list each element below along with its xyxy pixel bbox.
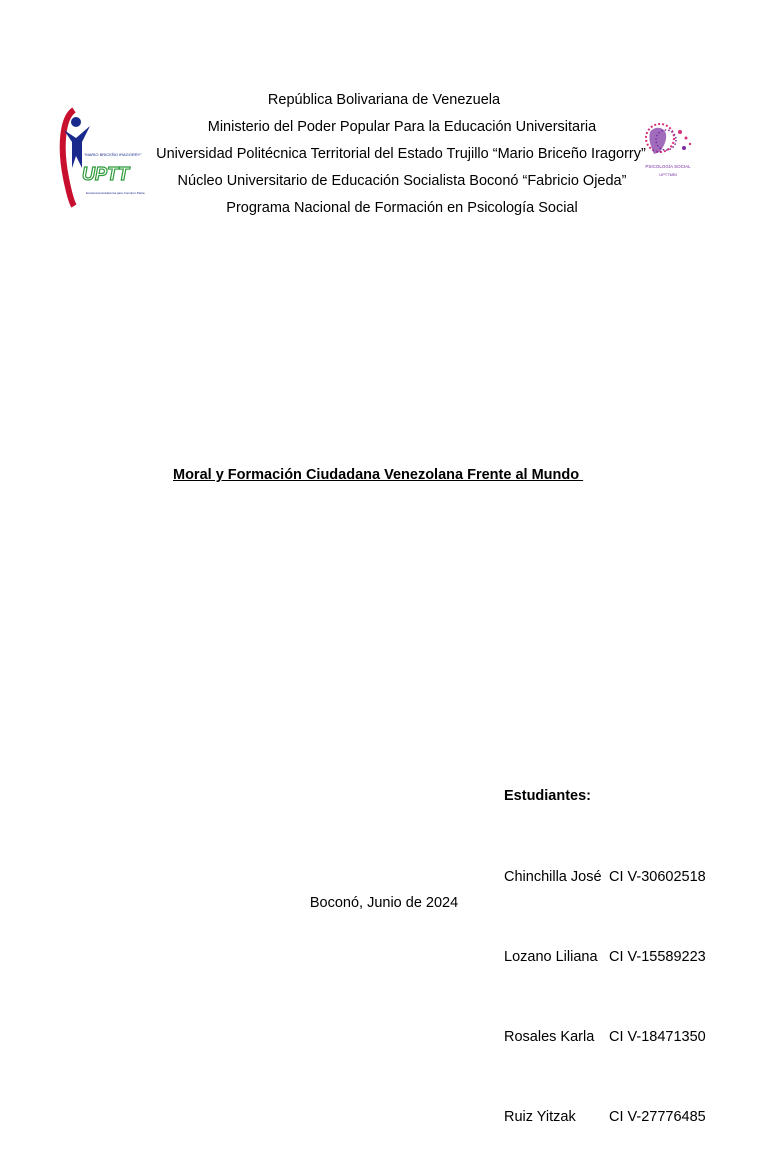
student-name: Rosales Karla <box>504 1028 595 1045</box>
header-nucleus: Núcleo Universitario de Educación Socialista Boconó “Fabricio Ojeda” <box>177 173 627 189</box>
logo-right-text: PSICOLOGÍA SOCIAL <box>645 164 691 169</box>
student-row <box>504 1024 706 1051</box>
student-name: Ruiz Yitzak <box>504 1108 576 1125</box>
student-row <box>504 1104 706 1131</box>
student-name: Chinchilla José <box>504 868 602 885</box>
header-ministry: Ministerio del Poder Popular Para la Educación Universitaria <box>207 119 597 135</box>
student-ci: CI V-15589223 <box>609 948 706 965</box>
logo-top-text: "MARIO BRICEÑO IRAGORRY" <box>84 152 142 157</box>
student-ci: CI V-18471350 <box>609 1028 706 1045</box>
logo-bottom-text: Excelencia Académica para Construir Patria <box>86 191 145 195</box>
document-title: Moral y Formación Ciudadana Venezolana Frente al Mundo <box>173 467 584 483</box>
student-name: Lozano Liliana <box>504 948 598 965</box>
student-row <box>504 864 706 891</box>
logo-right-subtext: UPTTMBI <box>659 172 677 177</box>
place-date: Boconó, Junio de 2024 <box>309 895 459 911</box>
header-program: Programa Nacional de Formación en Psicología Social <box>226 200 578 216</box>
logo-main-text: UPTT <box>82 164 129 184</box>
header-republic: República Bolivariana de Venezuela <box>267 92 501 108</box>
student-row <box>504 944 706 971</box>
students-block <box>504 730 706 1157</box>
students-heading: Estudiantes: <box>504 788 592 805</box>
student-ci: CI V-27776485 <box>609 1108 706 1125</box>
student-ci: CI V-30602518 <box>609 868 706 885</box>
header-university: Universidad Politécnica Territorial del Estado Trujillo “Mario Briceño Iragorry” <box>156 146 646 162</box>
